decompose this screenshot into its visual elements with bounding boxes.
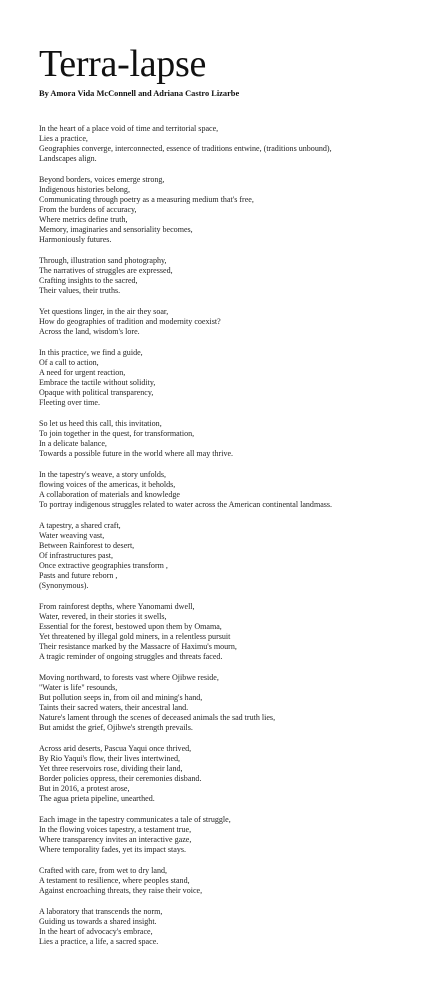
poem-line: Of a call to action, (39, 357, 99, 367)
poem-stanza (39, 602, 434, 663)
poem-stanza (39, 815, 434, 855)
poem-line: Lies a practice, (39, 134, 88, 144)
poem-line: Landscapes align. (39, 154, 97, 164)
poem-line: Moving northward, to forests vast where Ojibwe reside, (39, 672, 219, 682)
poem-line: The agua prieta pipeline, unearthed. (39, 794, 155, 804)
poem-stanza (39, 521, 434, 592)
poem-line: Essential for the forest, bestowed upon them by Omama, (39, 621, 222, 631)
poem-line: Each image in the tapestry communicates a tale of struggle, (39, 814, 231, 824)
poem-line: Their resistance marked by the Massacre of Haximu's mourn, (39, 642, 237, 652)
poem-line: To join together in the quest, for transformation, (39, 428, 195, 438)
poem-byline: By Amora Vida McConnell and Adriana Castro Lizarbe (39, 89, 240, 98)
poem-stanza (39, 907, 434, 947)
poem-line: Beyond borders, voices emerge strong, (39, 174, 165, 184)
poem-line: A need for urgent reaction, (39, 367, 126, 377)
poem-line: Water, revered, in their stories it swells, (39, 611, 167, 621)
poem-line: Communicating through poetry as a measuring medium that's free, (39, 195, 254, 205)
poem-line: Geographies converge, interconnected, essence of traditions entwine, (traditions unbound), (39, 144, 332, 154)
poem-line: So let us heed this call, this invitation, (39, 418, 162, 428)
poem-stanza (39, 673, 434, 734)
poem-line: Crafted with care, from wet to dry land, (39, 865, 168, 875)
poem-line: In the tapestry's weave, a story unfolds, (39, 469, 167, 479)
poem-stanza (39, 175, 434, 246)
poem-line: Fleeting over time. (39, 398, 101, 408)
poem-line: Where metrics define truth, (39, 215, 128, 225)
poem-stanza (39, 866, 434, 896)
poem-line: Where transparency invites an interactive gaze, (39, 835, 192, 845)
poem-line: A laboratory that transcends the norm, (39, 906, 163, 916)
poem-line: But amidst the grief, Ojibwe's strength prevails. (39, 723, 193, 733)
poem-line: Water weaving vast, (39, 530, 105, 540)
poem-line: Indigenous histories belong, (39, 184, 130, 194)
poem-line: But pollution seeps in, from oil and mining's hand, (39, 692, 203, 702)
document-page (39, 44, 434, 957)
poem-line: Guiding us towards a shared insight. (39, 916, 157, 926)
poem-line: To portray indigenous struggles related to water across the American continental landmass. (39, 499, 333, 509)
poem-stanza (39, 307, 434, 337)
poem-line: (Synonymous). (39, 581, 89, 591)
poem-line: But in 2016, a protest arose, (39, 784, 130, 794)
poem-line: Yet threatened by illegal gold miners, in a relentless pursuit (39, 631, 231, 641)
poem-line: From rainforest depths, where Yanomami dwell, (39, 601, 195, 611)
poem-line: A tragic reminder of ongoing struggles and threats faced. (39, 652, 223, 662)
poem-line: Across arid deserts, Pascua Yaqui once thrived, (39, 743, 192, 753)
poem-stanza (39, 744, 434, 805)
poem-line: Their values, their truths. (39, 286, 121, 296)
poem-stanza (39, 256, 434, 296)
poem-line: Nature's lament through the scenes of deceased animals the sad truth lies, (39, 713, 276, 723)
poem-line: Through, illustration sand photography, (39, 256, 167, 266)
poem-line: In this practice, we find a guide, (39, 347, 143, 357)
poem-line: A testament to resilience, where peoples stand, (39, 875, 190, 885)
poem-line: In the flowing voices tapestry, a testament true, (39, 824, 192, 834)
poem-line: Of infrastructures past, (39, 550, 113, 560)
poem-line: Across the land, wisdom's lore. (39, 327, 140, 337)
poem-line: In a delicate balance, (39, 438, 107, 448)
poem-line: flowing voices of the americas, it beholds, (39, 479, 176, 489)
poem-line: Taints their sacred waters, their ancestral land. (39, 703, 189, 712)
poem-line: The narratives of struggles are expressed, (39, 266, 173, 276)
poem-line: Harmoniously futures. (39, 235, 112, 245)
poem-line: Yet questions linger, in the air they soar, (39, 306, 169, 316)
poem-line: By Rio Yaqui's flow, their lives intertwined, (39, 753, 181, 763)
poem-line: Against encroaching threats, they raise their voice, (39, 885, 203, 895)
poem-line: Once extractive geographies transform , (39, 560, 168, 570)
poem-line: Lies a practice, a life, a sacred space. (39, 936, 159, 946)
poem-line: From the burdens of accuracy, (39, 205, 137, 215)
poem-line: Towards a possible future in the world where all may thrive. (39, 449, 234, 459)
poem-line: Embrace the tactile without solidity, (39, 377, 156, 387)
poem-title: Terra-lapse (39, 43, 207, 85)
poem-body (39, 124, 434, 947)
poem-line: Crafting insights to the sacred, (39, 276, 138, 286)
poem-line: Yet three reservoirs rose, dividing their land, (39, 763, 183, 773)
poem-stanza (39, 470, 434, 510)
poem-line: "Water is life" resounds, (39, 682, 118, 692)
poem-line: In the heart of advocacy's embrace, (39, 926, 153, 936)
poem-line: A collaboration of materials and knowledge (39, 489, 181, 499)
poem-stanza (39, 124, 434, 164)
poem-line: Pasts and future reborn , (39, 570, 118, 580)
poem-stanza (39, 419, 434, 459)
poem-line: Where temporality fades, yet its impact stays. (39, 845, 187, 855)
poem-line: Between Rainforest to desert, (39, 540, 135, 550)
poem-line: Memory, imaginaries and sensoriality becomes, (39, 225, 193, 235)
poem-line: In the heart of a place void of time and territorial space, (39, 124, 219, 133)
poem-line: Border policies oppress, their ceremonies disband. (39, 774, 202, 784)
poem-line: A tapestry, a shared craft, (39, 520, 121, 530)
poem-line: Opaque with political transparency, (39, 388, 154, 398)
poem-stanza (39, 348, 434, 409)
poem-line: How do geographies of tradition and modernity coexist? (39, 317, 221, 326)
